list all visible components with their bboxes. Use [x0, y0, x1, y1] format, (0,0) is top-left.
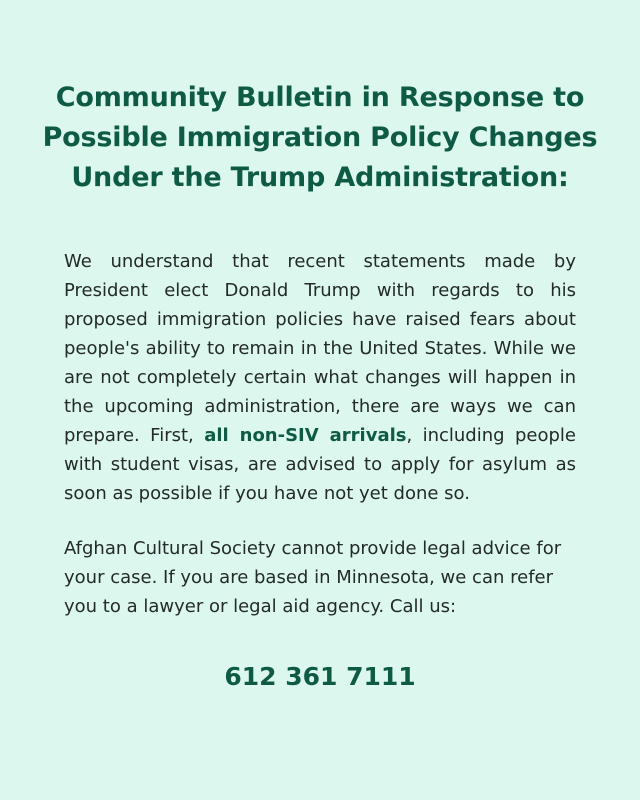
title-line-3: Under the Trump Administration: [71, 162, 569, 193]
phone-number[interactable]: 612 361 7111 [224, 662, 416, 691]
bulletin-title [40, 78, 600, 198]
non-siv-highlight: all non-SIV arrivals [204, 425, 407, 446]
title-line-1: Community Bulletin in Response to [55, 82, 585, 113]
intro-text-start: We understand that recent statements made by President elect Donald Trump with regards to his proposed immigration policies have raised fears about people's ability to remain in the United States. While we are not completely certain what changes will happen in the upcoming administration, there are ways we can prepare. First, [64, 251, 576, 446]
legal-advice-paragraph: Afghan Cultural Society cannot provide legal advice for your case. If you are based in Minnesota, we can refer you to a lawyer or legal aid agency. Call us: [64, 538, 562, 617]
intro-text-end: , including people with student visas, are advised to apply for asylum as soon as possible if you have not yet done so. [64, 425, 576, 504]
title-line-2: Possible Immigration Policy Changes [42, 122, 598, 153]
intro-paragraph [64, 247, 576, 508]
